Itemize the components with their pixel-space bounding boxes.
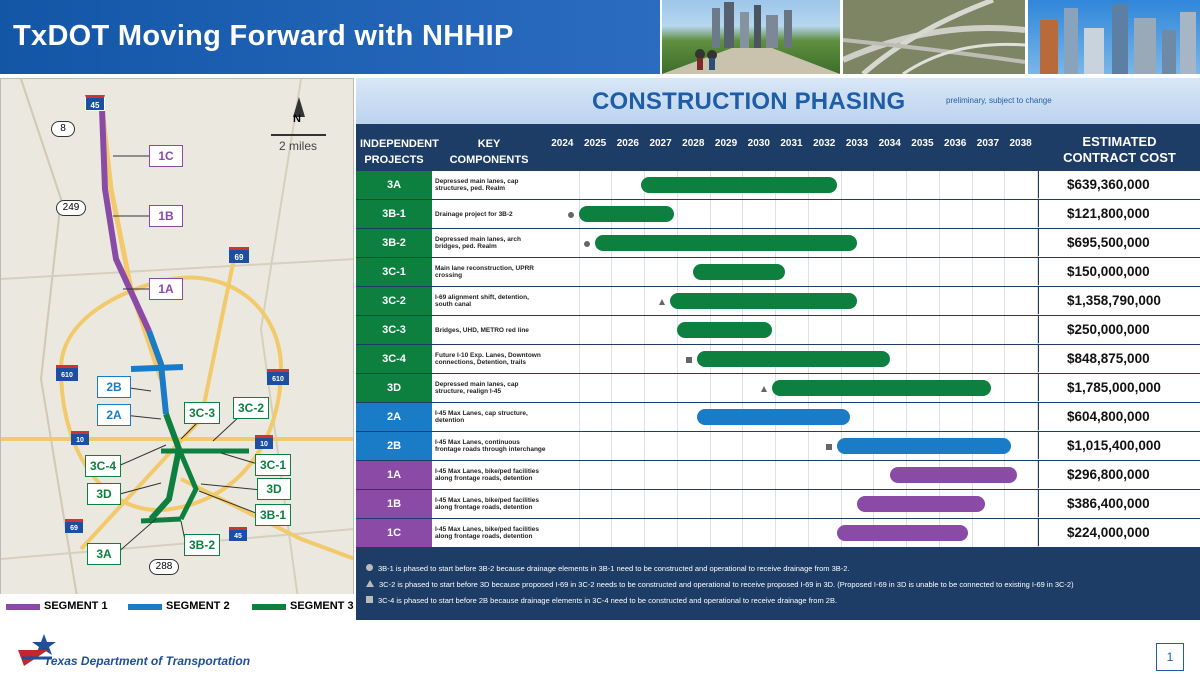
year-gridline [972,287,973,315]
timeline-cell [546,374,1037,402]
year-label: 2038 [1009,138,1032,149]
note-2-text: 3C-2 is phased to start before 3D because proposed I-69 in 3C-2 needs to be constructed and operational to receive proposed I-69 in 3D. (Proposed I-69 in 3D is unable to be connected to existing I-69 in 3C-2) [379,580,1074,589]
square-marker-icon [826,444,832,450]
year-label: 2027 [649,138,672,149]
key-components: I-45 Max Lanes, bike/ped facilities along frontage roads, detention [432,519,546,547]
year-gridline [1004,374,1005,402]
key-components: Future I-10 Exp. Lanes, Downtown connections, Detention, trails [432,345,546,373]
phase-row-3d [356,374,1200,402]
year-gridline [611,490,612,518]
triangle-marker-icon [366,580,374,587]
map-label-2b: 2B [97,376,131,398]
year-gridline [611,258,612,286]
contract-cost: $848,875,000 [1039,345,1200,373]
project-code: 3C-2 [356,287,432,315]
year-gridline [579,171,580,199]
year-gridline [873,287,874,315]
phase-row-1b [356,490,1200,518]
year-label: 2024 [551,138,574,149]
timeline-cell [546,287,1037,315]
phase-bar [595,235,857,251]
year-gridline [873,229,874,257]
year-gridline [841,171,842,199]
phasing-subtitle: preliminary, subject to change [946,96,1052,105]
year-gridline [611,316,612,344]
phase-bar [697,409,851,425]
map-label-3c2: 3C-2 [233,397,269,419]
key-components: I-69 alignment shift, detention, south canal [432,287,546,315]
square-marker-icon [366,596,373,603]
map-label-3a: 3A [87,543,121,565]
year-gridline [841,258,842,286]
year-gridline [677,519,678,547]
project-code: 3D [356,374,432,402]
year-gridline [972,519,973,547]
year-label: 2036 [944,138,967,149]
north-arrow-icon: N [293,113,301,125]
note-2 [366,580,1074,589]
year-label: 2032 [813,138,836,149]
timeline-cell [546,258,1037,286]
year-gridline [1037,432,1038,460]
i610-east-shield-icon: 610 [267,369,289,385]
header-banner [0,0,660,74]
year-gridline [644,316,645,344]
year-gridline [841,200,842,228]
year-label: 2034 [878,138,901,149]
year-label: 2030 [747,138,770,149]
phase-row-3b-1 [356,200,1200,228]
project-code: 3B-1 [356,200,432,228]
phase-row-3a [356,171,1200,199]
year-gridline [939,258,940,286]
year-gridline [1004,519,1005,547]
project-code: 3C-3 [356,316,432,344]
year-gridline [1037,345,1038,373]
year-gridline [1004,171,1005,199]
year-gridline [742,461,743,489]
phase-row-2b [356,432,1200,460]
year-gridline [644,490,645,518]
phase-bar [772,380,991,396]
year-gridline [644,258,645,286]
year-gridline [873,403,874,431]
contract-cost: $296,800,000 [1039,461,1200,489]
map-label-3d-right: 3D [257,478,291,500]
year-gridline [775,316,776,344]
year-gridline [939,229,940,257]
project-code: 2A [356,403,432,431]
year-gridline [1037,461,1038,489]
phase-bar [890,467,1018,483]
sh288-shield-icon: 288 [149,559,179,575]
year-gridline [677,258,678,286]
year-gridline [906,316,907,344]
year-gridline [1004,287,1005,315]
year-gridline [677,490,678,518]
key-components: Bridges, UHD, METRO red line [432,316,546,344]
year-gridline [1004,490,1005,518]
year-gridline [906,287,907,315]
year-gridline [972,403,973,431]
year-gridline [841,490,842,518]
year-gridline [579,519,580,547]
project-code: 3B-2 [356,229,432,257]
circle-marker-icon [366,564,373,571]
year-gridline [742,519,743,547]
year-gridline [677,345,678,373]
timeline-cell [546,490,1037,518]
phase-bar [837,438,1010,454]
year-gridline [644,432,645,460]
year-gridline [775,461,776,489]
timeline-cell [546,229,1037,257]
key-components: Main lane reconstruction, UPRR crossing [432,258,546,286]
project-code: 2B [356,432,432,460]
project-code: 1C [356,519,432,547]
note-1-text: 3B-1 is phased to start before 3B-2 because drainage elements in 3B-1 need to be constructed and operational to receive drainage from 3B-2. [378,564,850,573]
year-gridline [677,403,678,431]
year-gridline [1037,229,1038,257]
triangle-marker-icon [659,299,665,305]
map-label-1b: 1B [149,205,183,227]
table-header [356,124,1200,171]
note-3-text: 3C-4 is phased to start before 2B because drainage elements in 3C-4 need to be constructed and operational to receive drainage from 2B. [378,596,838,605]
year-gridline [906,258,907,286]
key-components: Depressed main lanes, cap structure, realign I-45 [432,374,546,402]
square-marker-icon [686,357,692,363]
year-label: 2026 [616,138,639,149]
year-label: 2035 [911,138,934,149]
footer [0,628,1200,677]
segment-1-swatch [6,604,40,610]
year-gridline [611,519,612,547]
contract-cost: $150,000,000 [1039,258,1200,286]
year-gridline [972,345,973,373]
year-gridline [1004,200,1005,228]
sh249-shield-icon: 249 [56,200,86,216]
contract-cost: $604,800,000 [1039,403,1200,431]
key-components: I-45 Max Lanes, cap structure, detention [432,403,546,431]
year-gridline [906,345,907,373]
year-label: 2025 [583,138,607,149]
year-gridline [579,229,580,257]
year-gridline [906,200,907,228]
phasing-title-bar [356,78,1200,124]
year-gridline [873,200,874,228]
agency-name: Texas Department of Transportation [44,654,251,668]
timeline-cell [546,461,1037,489]
phasing-title: CONSTRUCTION PHASING [592,88,906,115]
segment-1-label: SEGMENT 1 [44,600,108,612]
col-header-cost: ESTIMATED CONTRACT COST [1063,134,1176,165]
year-gridline [677,374,678,402]
segment-legend [0,594,354,620]
contract-cost: $639,360,000 [1039,171,1200,199]
segment-2-swatch [128,604,162,610]
col-header-components: KEY COMPONENTS [449,138,529,166]
year-gridline [841,461,842,489]
contract-cost: $1,015,400,000 [1039,432,1200,460]
phase-row-1a [356,461,1200,489]
map-label-3b2: 3B-2 [184,534,220,556]
year-gridline [775,200,776,228]
year-gridline [972,200,973,228]
year-gridline [873,258,874,286]
year-gridline [1004,229,1005,257]
year-gridline [972,316,973,344]
year-gridline [579,258,580,286]
key-components: I-45 Max Lanes, bike/ped facilities along frontage roads, detention [432,490,546,518]
year-gridline [644,519,645,547]
phase-bar [693,264,785,280]
year-gridline [710,490,711,518]
key-components: Depressed main lanes, arch bridges, ped. Realm [432,229,546,257]
map-label-3d-left: 3D [87,483,121,505]
year-gridline [906,229,907,257]
year-gridline [873,316,874,344]
phase-bar [579,206,674,222]
year-gridline [906,403,907,431]
year-gridline [775,432,776,460]
timeline-cell [546,171,1037,199]
year-gridline [611,461,612,489]
year-gridline [808,519,809,547]
photo-park-skyline [662,0,840,74]
map-label-3c4: 3C-4 [85,455,121,477]
circle-marker-icon [584,241,590,247]
note-1 [366,564,850,573]
page-title: TxDOT Moving Forward with NHHIP [13,20,514,52]
timeline-cell [546,345,1037,373]
year-gridline [808,432,809,460]
scale-bar-label: 2 miles [279,139,318,153]
phase-bar [697,351,890,367]
map-label-3c1: 3C-1 [255,454,291,476]
key-components: Depressed main lanes, cap structures, ped. Realm [432,171,546,199]
year-gridline [644,374,645,402]
year-gridline [710,519,711,547]
year-gridline [1037,171,1038,199]
year-gridline [939,316,940,344]
year-gridline [611,345,612,373]
project-code: 3C-4 [356,345,432,373]
year-label: 2028 [682,138,705,149]
year-gridline [644,345,645,373]
year-gridline [579,316,580,344]
year-gridline [611,287,612,315]
map-label-1a: 1A [149,278,183,300]
phase-row-2a [356,403,1200,431]
year-gridline [1037,316,1038,344]
circle-marker-icon [568,212,574,218]
timeline-cell [546,519,1037,547]
phase-row-3c-3 [356,316,1200,344]
phase-row-3b-2 [356,229,1200,257]
phase-bar [837,525,968,541]
year-gridline [644,461,645,489]
year-gridline [808,316,809,344]
project-code: 3A [356,171,432,199]
i69-shield-icon: 69 [229,247,249,263]
year-gridline [677,461,678,489]
timeline-cell [546,432,1037,460]
year-gridline [939,287,940,315]
segment-3-label: SEGMENT 3 [290,600,354,612]
year-gridline [579,490,580,518]
photo-interchange [843,0,1025,74]
year-gridline [775,519,776,547]
year-gridline [611,432,612,460]
year-gridline [1004,403,1005,431]
year-gridline [644,403,645,431]
year-gridline [1037,519,1038,547]
i45-south-shield-icon: 45 [229,527,247,541]
phase-row-3c-2 [356,287,1200,315]
key-components: Drainage project for 3B-2 [432,200,546,228]
phase-bar [677,322,772,338]
year-gridline [710,374,711,402]
year-gridline [579,287,580,315]
phase-row-1c [356,519,1200,547]
year-gridline [1037,200,1038,228]
year-gridline [710,461,711,489]
year-gridline [939,403,940,431]
year-gridline [579,345,580,373]
timeline-cell [546,200,1037,228]
year-gridline [873,171,874,199]
segment-3-swatch [252,604,286,610]
i45-shield-icon: 45 [85,95,105,111]
year-label: 2033 [845,138,869,149]
phase-row-3c-4 [356,345,1200,373]
year-gridline [742,374,743,402]
phase-row-3c-1 [356,258,1200,286]
contract-cost: $1,358,790,000 [1039,287,1200,315]
year-gridline [808,258,809,286]
year-label: 2037 [976,138,1000,149]
year-gridline [808,200,809,228]
year-gridline [677,200,678,228]
construction-phasing-panel [356,78,1200,620]
phase-bar [670,293,857,309]
year-gridline [808,490,809,518]
year-gridline [939,345,940,373]
map-label-1c: 1C [149,145,183,167]
phase-bar [857,496,985,512]
project-code: 3C-1 [356,258,432,286]
year-gridline [1037,403,1038,431]
phase-bar [641,177,837,193]
i10-east-shield-icon: 10 [255,435,273,449]
year-gridline [710,200,711,228]
project-map [0,78,354,620]
map-label-3b1: 3B-1 [255,504,291,526]
year-gridline [611,171,612,199]
page-number: 1 [1156,643,1184,671]
timeline-cell [546,316,1037,344]
i10-west-shield-icon: 10 [71,431,89,445]
year-gridline [742,432,743,460]
year-gridline [644,287,645,315]
year-gridline [1037,374,1038,402]
year-gridline [1004,345,1005,373]
timeline-cell [546,403,1037,431]
year-gridline [939,200,940,228]
year-gridline [579,374,580,402]
year-gridline [742,490,743,518]
year-gridline [939,171,940,199]
map-label-2a: 2A [97,404,131,426]
year-gridline [579,432,580,460]
year-gridline [1037,287,1038,315]
segment-2-label: SEGMENT 2 [166,600,230,612]
project-code: 1B [356,490,432,518]
year-gridline [972,171,973,199]
year-gridline [579,403,580,431]
year-gridline [1004,316,1005,344]
i610-west-shield-icon: 610 [56,365,78,381]
contract-cost: $1,785,000,000 [1039,374,1200,402]
contract-cost: $224,000,000 [1039,519,1200,547]
year-gridline [710,432,711,460]
map-label-3c3: 3C-3 [184,402,220,424]
triangle-marker-icon [761,386,767,392]
contract-cost: $695,500,000 [1039,229,1200,257]
year-label: 2029 [714,138,738,149]
year-gridline [775,490,776,518]
year-gridline [611,403,612,431]
col-header-projects: INDEPENDENT PROJECTS [360,138,439,166]
year-gridline [841,316,842,344]
year-gridline [677,432,678,460]
year-gridline [808,461,809,489]
note-3 [366,596,837,605]
year-gridline [611,374,612,402]
year-gridline [906,171,907,199]
sh8-shield-icon: 8 [51,121,75,137]
year-gridline [1037,258,1038,286]
year-gridline [579,461,580,489]
contract-cost: $121,800,000 [1039,200,1200,228]
phasing-notes [356,556,1200,620]
year-gridline [1037,490,1038,518]
year-gridline [972,229,973,257]
key-components: I-45 Max Lanes, continuous frontage roads through interchange [432,432,546,460]
photo-downtown [1028,0,1200,74]
year-label: 2031 [780,138,803,149]
year-gridline [972,258,973,286]
year-gridline [742,200,743,228]
key-components: I-45 Max Lanes, bike/ped facilities along frontage roads, detention [432,461,546,489]
i69-south-shield-icon: 69 [65,519,83,533]
year-gridline [873,461,874,489]
contract-cost: $250,000,000 [1039,316,1200,344]
project-code: 1A [356,461,432,489]
contract-cost: $386,400,000 [1039,490,1200,518]
year-gridline [1004,258,1005,286]
